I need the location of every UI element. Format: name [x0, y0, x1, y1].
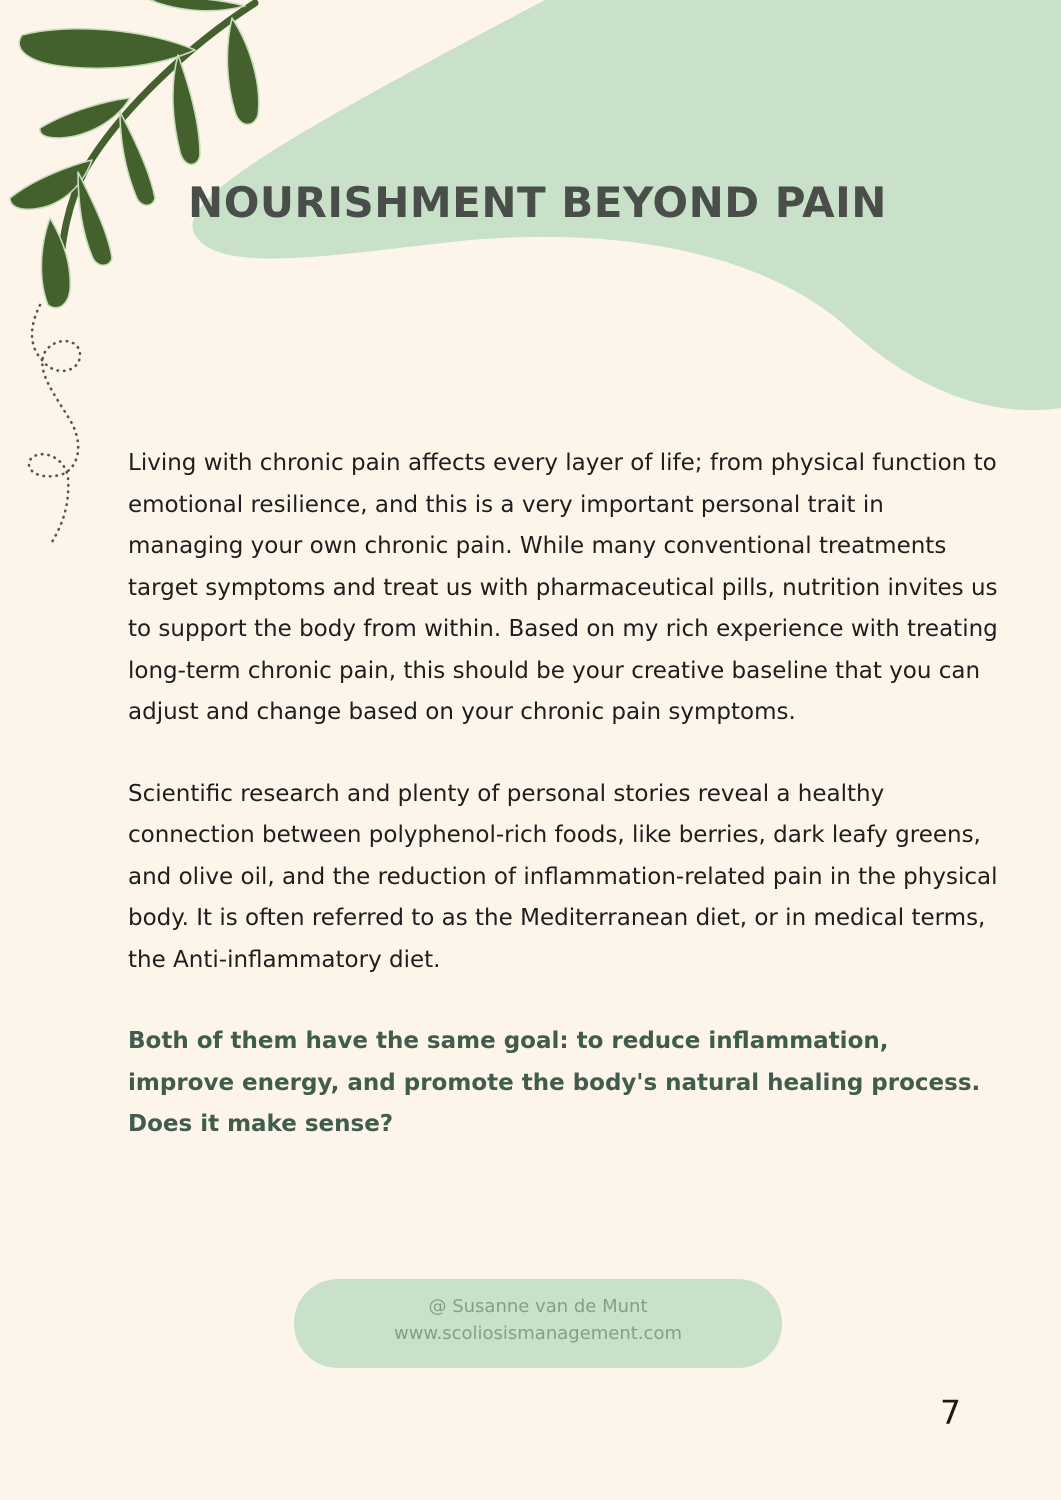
footer-website-link[interactable]: www.scoliosismanagement.com [393, 1323, 683, 1344]
body-paragraph-1: Living with chronic pain affects every layer of life; from physical function to emotional resilience, and this is a very important personal trait in managing your own chronic pain. While many conventional treatments target symptoms and treat us with pharmaceutical pills, nutrition invites us to support the body from within. Based on my rich experience with treating long-term chronic pain, this should be your creative baseline that you can adjust and change based on your chronic pain symptoms. [128, 450, 998, 725]
body-content [128, 443, 998, 1146]
footer-credit-pill [294, 1279, 782, 1368]
page-number: 7 [940, 1393, 961, 1432]
leaf-branch-icon [10, 0, 259, 308]
footer-author: @ Susanne van de Munt [428, 1296, 648, 1317]
page-title: NOURISHMENT BEYOND PAIN [188, 178, 887, 227]
emphasis-paragraph: Both of them have the same goal: to reduce inflammation, improve energy, and promote the body's natural healing process. Does it make sense? [128, 1028, 981, 1137]
dotted-swirl-icon [29, 305, 80, 542]
body-paragraph-2: Scientific research and plenty of personal stories reveal a healthy connection between polyphenol-rich foods, like berries, dark leafy greens, and olive oil, and the reduction of inflammation-related pain in the physical body. It is often referred to as the Mediterranean diet, or in medical terms, the Anti-inflammatory diet. [128, 780, 998, 973]
